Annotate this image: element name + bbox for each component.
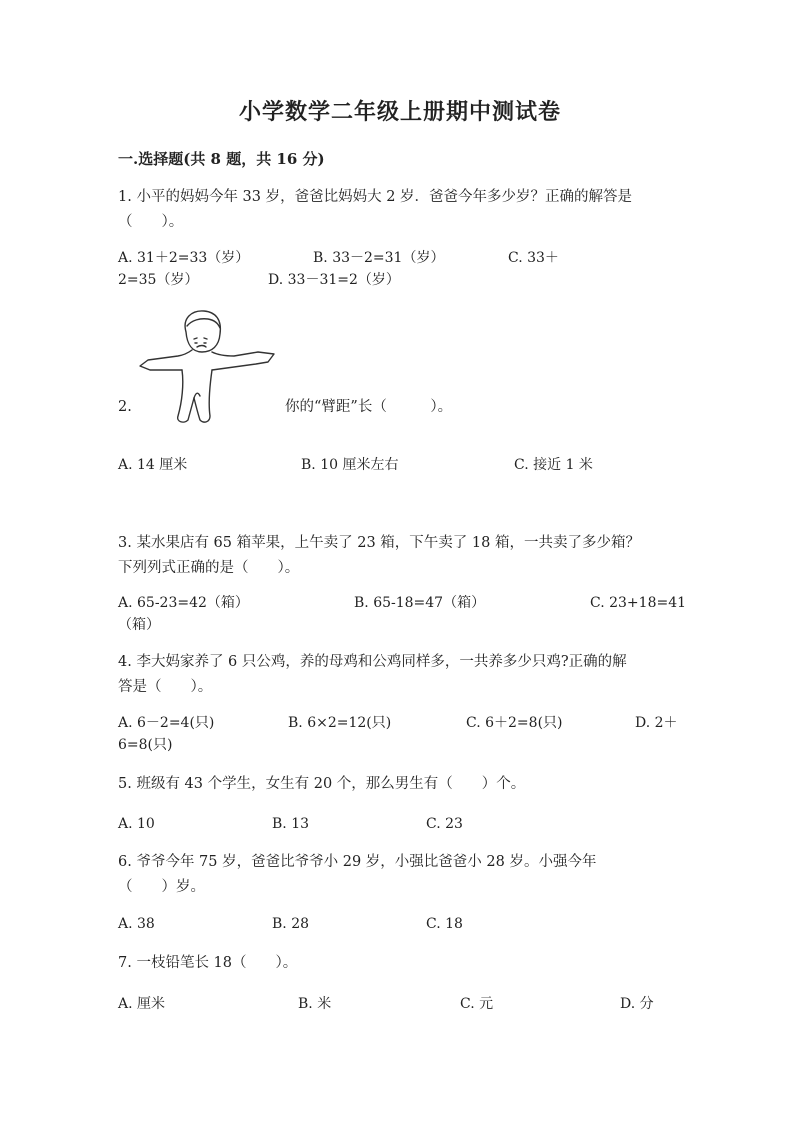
option-b[interactable]: B. 6×2=12(只): [288, 715, 392, 731]
question-3-line-1: 3. 某水果店有 65 箱苹果，上午卖了 23 箱，下午卖了 18 箱，一共卖了多少箱？: [118, 535, 640, 551]
question-5-line-1: 5. 班级有 43 个学生，女生有 20 个，那么男生有（ ）个。: [118, 776, 526, 792]
page-title: 小学数学二年级上册期中测试卷: [238, 99, 561, 125]
question-4: [118, 650, 688, 700]
question-2-number: 2.: [118, 399, 132, 415]
option-d-continued: 6=8(只): [118, 737, 173, 753]
section-heading: 一.选择题(共 8 题，共 16 分): [118, 150, 325, 168]
question-7-line-1: 7. 一枝铅笔长 18（ ）。: [118, 955, 298, 971]
question-1-line-1: 1. 小平的妈妈今年 33 岁，爸爸比妈妈大 2 岁．爸爸今年多少岁？正确的解答是: [118, 189, 633, 205]
option-b[interactable]: B. 33－2=31（岁）: [313, 250, 445, 266]
question-1-line-2: （ ）。: [118, 214, 184, 230]
option-c[interactable]: C. 元: [460, 996, 494, 1012]
option-c[interactable]: C. 23+18=41: [590, 595, 687, 611]
option-c[interactable]: C. 23: [426, 816, 463, 832]
option-a[interactable]: A. 6－2=4(只): [118, 715, 215, 731]
question-1: [118, 185, 688, 235]
option-a[interactable]: A. 14 厘米: [118, 457, 188, 473]
question-4-line-2: 答是（ ）。: [118, 679, 213, 695]
option-b[interactable]: B. 10 厘米左右: [301, 457, 399, 473]
option-d[interactable]: D. 2＋: [635, 715, 678, 731]
option-c[interactable]: C. 接近 1 米: [514, 457, 593, 473]
option-a[interactable]: A. 38: [118, 916, 155, 932]
option-b[interactable]: B. 米: [298, 996, 332, 1012]
question-5: [118, 772, 688, 797]
option-b[interactable]: B. 65-18=47（箱）: [354, 595, 486, 611]
option-b[interactable]: B. 28: [272, 916, 310, 932]
question-4-line-1: 4. 李大妈家养了 6 只公鸡，养的母鸡和公鸡同样多，一共养多少只鸡?正确的解: [118, 654, 627, 670]
question-6-line-2: （ ）岁。: [118, 879, 205, 895]
question-7-options: [118, 992, 688, 1044]
option-c[interactable]: C. 33＋: [508, 250, 559, 266]
option-c-continued: 2=35（岁）: [118, 272, 199, 288]
question-3-line-2: 下列列式正确的是（ ）。: [118, 560, 300, 576]
question-2-text: 你的“臂距”长（ ）。: [285, 399, 453, 415]
option-a[interactable]: A. 65-23=42（箱）: [118, 595, 249, 611]
option-b[interactable]: B. 13: [272, 816, 310, 832]
question-4-options: [118, 711, 688, 763]
option-a[interactable]: A. 31＋2=33（岁）: [118, 250, 250, 266]
question-3: [118, 531, 688, 581]
option-c-continued: （箱）: [118, 617, 160, 633]
option-a[interactable]: A. 厘米: [118, 996, 166, 1012]
question-3-options: [118, 591, 688, 643]
child-arms-outstretched-drawing-icon: [138, 306, 280, 430]
question-6-line-1: 6. 爷爷今年 75 岁，爸爸比爷爷小 29 岁，小强比爸爸小 28 岁。小强今年: [118, 854, 597, 870]
option-c[interactable]: C. 6＋2=8(只): [466, 715, 563, 731]
option-d[interactable]: D. 分: [620, 996, 654, 1012]
question-6: [118, 850, 688, 900]
question-1-options: [118, 246, 688, 298]
option-d[interactable]: D. 33－31=2（岁）: [268, 272, 400, 288]
option-c[interactable]: C. 18: [426, 916, 463, 932]
option-a[interactable]: A. 10: [118, 816, 155, 832]
question-2-options: [118, 453, 688, 505]
question-7: [118, 951, 688, 976]
